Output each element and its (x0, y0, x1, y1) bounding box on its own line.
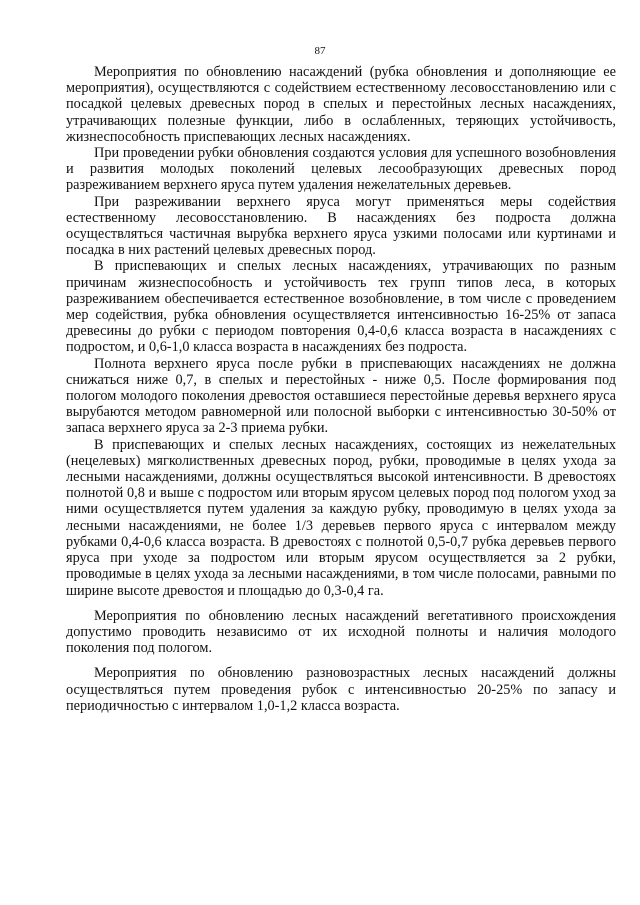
paragraph-softwood-stands: В приспевающих и спелых лесных насаждениях, состоящих из нежелательных (нецелевых) мягколиственных древесных пород, рубки, проводимые в целях ухода за лесными насаждениями, должны осуществляться высокой интенсивности. В древостоях полнотой 0,8 и выше с подростом или вторым ярусом целевых пород под пологом уход за ними осуществляется путем удаления за каждую рубку, проводимую в целях ухода за лесными насаждениями, не более 1/3 деревьев первого яруса с интервалом между рубками 0,4-0,6 класса возраста. В древостоях с полнотой 0,5-0,7 рубка деревьев первого яруса при уходе за подростом или вторым ярусом осуществляется за 2 рубки, проводимые в целях ухода за лесными насаждениями, в том числе полосами, равными по ширине высоте древостоя и площадью до 0,3-0,4 га. (66, 436, 616, 599)
paragraph-vegetative-stands: Мероприятия по обновлению лесных насаждений вегетативного происхождения допустимо проводить независимо от их исходной полноты и наличия молодого поколения под пологом. (66, 607, 616, 657)
paragraph-uneven-aged-stands: Мероприятия по обновлению разновозрастных лесных насаждений должны осуществляться путем проведения рубок с интенсивностью 20-25% по запасу и периодичностью с интервалом 1,0-1,2 класса возраста. (66, 665, 616, 714)
paragraph-upper-layer-density: Полнота верхнего яруса после рубки в приспевающих насаждениях не должна снижаться ниже 0,7, в спелых и перестойных - ниже 0,5. После формирования под пологом молодого поколения древостоя оставшиеся перестойные деревья верхнего яруса вырубаются методом равномерной или полосной выборки с интенсивностью 30-50% от запаса верхнего яруса за 2-3 приема рубки. (66, 355, 616, 437)
paragraph-felling-intensity: В приспевающих и спелых лесных насаждениях, утрачивающих по разным причинам жизнеспособность и устойчивость тех групп типов леса, в которых разреживанием обеспечивается естественное возобновление, в том числе с проведением мер содействия, рубка обновления осуществляется интенсивностью 16-25% от запаса древесины до рубки с периодом повторения 0,4-0,6 класса возраста в насаждениях с подростом, и 0,6-1,0 класса возраста в насаждениях без подроста. (66, 258, 616, 356)
paragraph-renewal-felling: При проведении рубки обновления создаются условия для успешного возобновления и развития молодых поколений целевых лесообразующих древесных пород разреживанием верхнего яруса путем удаления нежелательных деревьев. (66, 145, 616, 194)
paragraph-upper-layer-thinning: При разреживании верхнего яруса могут применяться меры содействия естественному лесовосстановлению. В насаждениях без подроста должна осуществляться частичная вырубка верхнего яруса узкими полосами или куртинами и посадка в них растений целевых древесных пород. (66, 193, 616, 259)
paragraph-renewal-measures: Мероприятия по обновлению насаждений (рубка обновления и дополняющие ее мероприятия), осуществляются с содействием естественному лесовосстановлению или с посадкой целевых древесных пород в спелых и перестойных лесных насаждениях, утрачивающих полезные функции, либо в ослабленных, теряющих устойчивость, жизнеспособность приспевающих лесных насаждениях. (66, 64, 616, 145)
document-body (66, 64, 616, 714)
page-number: 87 (314, 45, 326, 57)
